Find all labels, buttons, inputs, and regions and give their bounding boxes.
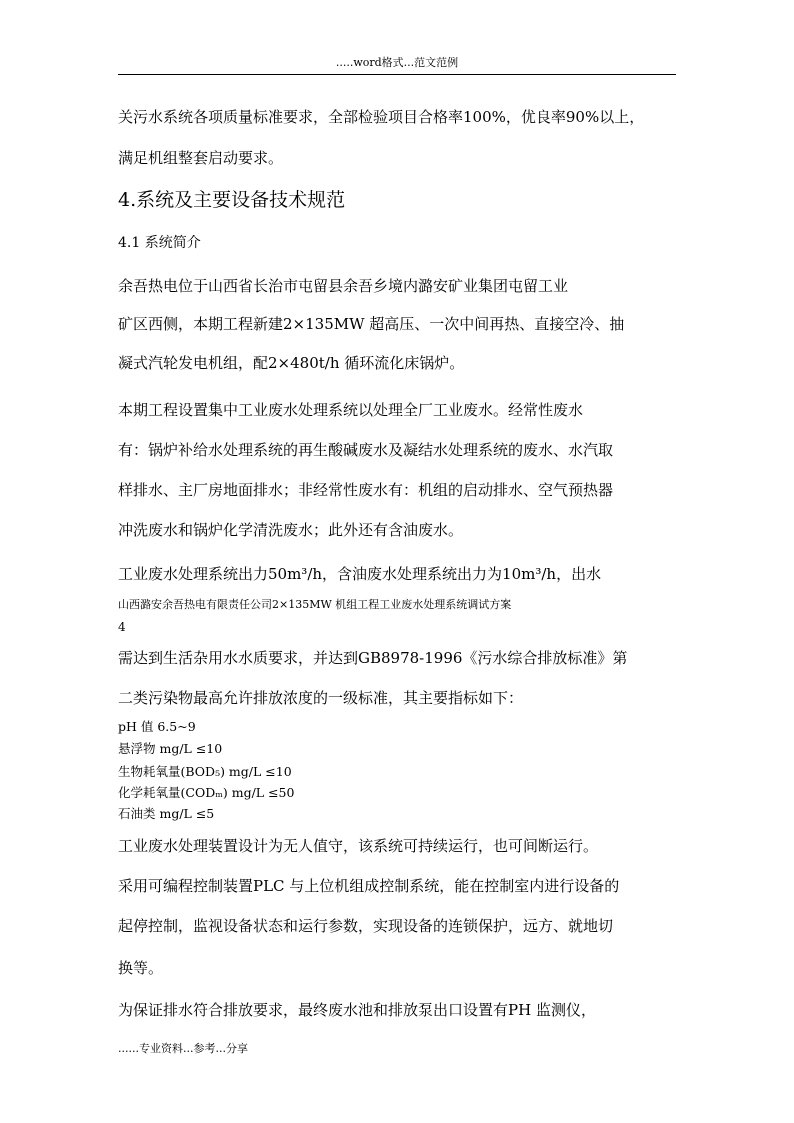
body-line: 换等。 [118,959,164,977]
body-line: 样排水、主厂房地面排水；非经常性废水有：机组的启动排水、空气预热器 [118,481,614,499]
metric-item: 石油类 mg/L ≤5 [118,806,215,821]
metric-item: 化学耗氧量(CODₘ) mg/L ≤50 [118,785,295,800]
body-line: 矿区西侧，本期工程新建2×135MW 超高压、一次中间再热、直接空冷、抽 [118,315,625,333]
body-line: 有：锅炉补给水处理系统的再生酸碱废水及凝结水处理系统的废水、水汽取 [118,441,614,459]
body-line: 二类污染物最高允许排放浓度的一级标准，其主要指标如下： [118,689,524,707]
page-header: .....word格式...范文范例 [118,52,676,75]
body-line: 工业废水处理系统出力50m³/h，含油废水处理系统出力为10m³/h，出水 [118,565,602,583]
paragraph-line: 满足机组整套启动要求。 [118,149,284,167]
body-line: 采用可编程控制装置PLC 与上位机组成控制系统，能在控制室内进行设备的 [118,877,620,895]
body-line: 为保证排水符合排放要求，最终废水池和排放泵出口设置有PH 监测仪， [118,1001,596,1019]
body-line: 凝式汽轮发电机组，配2×480t/h 循环流化床锅炉。 [118,354,465,372]
body-line: 需达到生活杂用水水质要求，并达到GB8978-1996《污水综合排放标准》第 [118,649,628,667]
paragraph-line: 关污水系统各项质量标准要求，全部检验项目合格率100%，优良率90%以上， [118,108,645,126]
metric-item: 生物耗氧量(BOD₅) mg/L ≤10 [118,764,292,779]
metric-item: pH 值 6.5~9 [118,719,196,734]
body-line: 本期工程设置集中工业废水处理系统以处理全厂工业废水。经常性废水 [118,401,584,419]
section-title: 4.系统及主要设备技术规范 [118,189,346,211]
subsection-title: 4.1 系统简介 [118,235,201,251]
body-line: 冲洗废水和锅炉化学清洗废水；此外还有含油废水。 [118,521,464,539]
page-footer: ......专业资料...参考...分享 [118,1042,248,1055]
metric-item: 悬浮物 mg/L ≤10 [118,741,223,756]
body-line: 余吾热电位于山西省长治市屯留县余吾乡境内潞安矿业集团屯留工业 [118,277,569,295]
page-number: 4 [118,620,126,634]
body-line: 起停控制，监视设备状态和运行参数，实现设备的连锁保护，远方、就地切 [118,917,614,935]
running-title: 山西潞安余吾热电有限责任公司2×135MW 机组工程工业废水处理系统调试方案 [118,598,512,611]
body-line: 工业废水处理装置设计为无人值守，该系统可持续运行，也可间断运行。 [118,837,599,855]
